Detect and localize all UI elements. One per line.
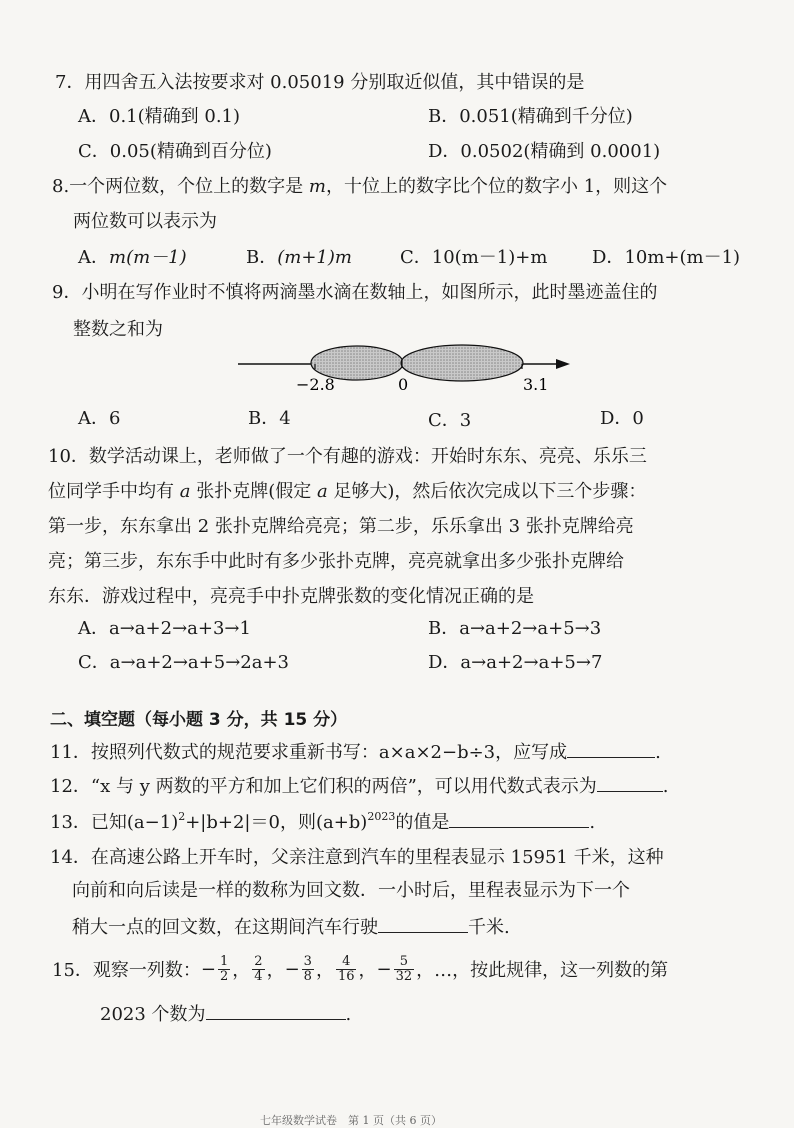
q9-option-b: B．4 xyxy=(248,408,291,429)
q11-end: . xyxy=(655,742,661,763)
q7-option-d: D．0.0502(精确到 0.0001) xyxy=(428,141,661,162)
q14-line2: 向前和向后读是一样的数称为回文数．一小时后，里程表显示为下一个 xyxy=(72,880,630,901)
q10-line2-part1: 位同学手中均有 xyxy=(48,481,180,502)
q8-stem-part2: ，十位上的数字比个位的数字小 1，则这个 xyxy=(325,176,668,197)
q15-f2-num: 2 xyxy=(254,953,263,969)
q9-option-d: D．0 xyxy=(600,408,644,429)
q12-text: 12．“x 与 y 两数的平方和加上它们积的两倍”，可以用代数式表示为 xyxy=(50,776,597,797)
q8-option-d xyxy=(592,243,740,269)
number-line-label-right: 3.1 xyxy=(523,375,549,394)
q15-f5-num: 5 xyxy=(394,955,415,970)
q15-minus-3: − xyxy=(284,958,300,980)
q13-part1: 13．已知(a−1) xyxy=(50,812,179,833)
q8-stem-line1 xyxy=(52,172,667,198)
q14-line3-part2: 千米. xyxy=(468,917,510,938)
q15-line2 xyxy=(100,1000,351,1026)
number-line-label-left: −2.8 xyxy=(296,375,335,394)
q15-f1-den: 2 xyxy=(220,968,229,984)
q8-option-b-label: B． xyxy=(246,247,278,268)
q15-minus-5: − xyxy=(376,958,392,980)
q15-comma-2: ， xyxy=(266,960,285,981)
q9-option-c: C．3 xyxy=(428,410,472,431)
q15-fraction-4 xyxy=(336,955,357,984)
q13-exponent-2023: 2023 xyxy=(367,810,396,823)
q10-line1: 10．数学活动课上，老师做了一个有趣的游戏：开始时东东、亮亮、乐乐三 xyxy=(48,446,647,467)
q11-text: 11．按照列代数式的规范要求重新书写：a×a×2−b÷3，应写成 xyxy=(50,742,568,763)
q13-exponent-2: 2 xyxy=(178,810,186,823)
q15-line2-text: 2023 个数为 xyxy=(100,1004,206,1025)
q7-option-c: C．0.05(精确到百分位) xyxy=(78,141,272,162)
q15-f4-den: 16 xyxy=(337,968,355,984)
q15-f3-den: 8 xyxy=(303,968,312,984)
q10-option-b: B．a→a+2→a+5→3 xyxy=(428,618,602,639)
q15-f5-den: 32 xyxy=(395,968,413,984)
q15-end: . xyxy=(345,1004,352,1025)
q10-line2-part3: 足够大)，然后依次完成以下三个步骤： xyxy=(327,481,647,502)
q8-var-m: m xyxy=(308,176,326,197)
q15-answer-blank[interactable] xyxy=(206,1003,346,1020)
q8-option-a-expr: m(m－1) xyxy=(109,247,187,268)
q7-option-b: B．0.051(精确到千分位) xyxy=(428,106,633,127)
q9-option-a: A．6 xyxy=(78,408,121,429)
q14-line3-part1: 稍大一点的回文数，在这期间汽车行驶 xyxy=(72,917,378,938)
q11-answer-blank[interactable] xyxy=(567,741,655,758)
q13-line xyxy=(50,808,595,834)
q10-var-a-2: a xyxy=(316,481,328,502)
q13-answer-blank[interactable] xyxy=(449,811,589,828)
q11-line xyxy=(50,738,661,764)
q15-minus-1: − xyxy=(200,958,216,980)
q8-option-a xyxy=(78,243,187,269)
page-footer: 七年级数学试卷 第 1 页（共 6 页） xyxy=(260,1114,442,1127)
q8-option-b-expr: (m+1)m xyxy=(277,247,352,268)
q15-f1-num: 1 xyxy=(220,953,229,969)
q13-end: . xyxy=(589,812,596,833)
q8-option-a-label: A． xyxy=(78,247,109,268)
q10-option-d: D．a→a+2→a+5→7 xyxy=(428,652,603,673)
q15-fraction-2 xyxy=(252,955,264,984)
q7-stem: 7．用四舍五入法按要求对 0.05019 分别取近似值，其中错误的是 xyxy=(55,72,585,93)
q8-stem-line2: 两位数可以表示为 xyxy=(73,211,217,232)
number-line-arrow-icon xyxy=(556,359,570,369)
section-2-heading: 二、填空题（每小题 3 分，共 15 分） xyxy=(50,710,348,730)
number-line-label-zero: 0 xyxy=(398,375,409,394)
q15-fraction-1 xyxy=(218,955,230,984)
q10-line4: 亮；第三步，东东手中此时有多少张扑克牌，亮亮就拿出多少张扑克牌给 xyxy=(48,551,624,572)
q8-option-d-expr: 10m+(m－1) xyxy=(624,247,741,268)
q15-line1 xyxy=(52,948,668,990)
q14-line3 xyxy=(72,913,510,939)
q15-fraction-3 xyxy=(302,955,314,984)
q15-comma-4: ， xyxy=(358,960,377,981)
q9-stem-line2: 整数之和为 xyxy=(73,319,163,340)
q12-end: . xyxy=(662,776,669,797)
q15-f4-num: 4 xyxy=(336,955,357,970)
q8-option-c xyxy=(400,243,547,269)
q15-fraction-5 xyxy=(394,955,415,984)
q9-stem-line1: 9．小明在写作业时不慎将两滴墨水滴在数轴上，如图所示，此时墨迹盖住的 xyxy=(52,282,658,303)
q14-line1: 14．在高速公路上开车时，父亲注意到汽车的里程表显示 15951 千米，这种 xyxy=(50,847,664,868)
q8-stem-part1: 8.一个两位数，个位上的数字是 xyxy=(52,176,309,197)
q12-answer-blank[interactable] xyxy=(597,775,663,792)
q15-comma-3: ， xyxy=(315,960,334,981)
q13-part3: 的值是 xyxy=(395,812,450,833)
q7-option-a: A．0.1(精确到 0.1) xyxy=(78,106,241,127)
q15-f2-den: 4 xyxy=(254,968,263,984)
q10-option-a: A．a→a+2→a+3→1 xyxy=(78,618,251,639)
q10-line3: 第一步，东东拿出 2 张扑克牌给亮亮；第二步，乐乐拿出 3 张扑克牌给亮 xyxy=(48,516,634,537)
q15-f3-num: 3 xyxy=(303,953,312,969)
q13-part2: +|b+2|＝0，则(a+b) xyxy=(185,812,368,833)
ink-blot-right xyxy=(401,345,523,381)
q10-line2 xyxy=(48,477,646,503)
q10-var-a: a xyxy=(179,481,191,502)
q8-option-c-label: C． xyxy=(400,247,432,268)
q10-line5: 东东．游戏过程中，亮亮手中扑克牌张数的变化情况正确的是 xyxy=(48,586,534,607)
q8-option-c-expr: 10(m－1)+m xyxy=(431,247,548,268)
q15-part1: 15．观察一列数： xyxy=(52,960,201,981)
q15-comma-1: ， xyxy=(232,960,251,981)
q9-number-line-figure xyxy=(230,338,580,396)
q10-option-c: C．a→a+2→a+5→2a+3 xyxy=(78,652,289,673)
q8-option-d-label: D． xyxy=(592,247,625,268)
q14-answer-blank[interactable] xyxy=(378,916,468,933)
q15-part2: ，…，按此规律，这一列数的第 xyxy=(416,960,669,981)
q12-line xyxy=(50,772,669,798)
q8-option-b xyxy=(246,243,352,269)
q10-line2-part2: 张扑克牌(假定 xyxy=(190,481,317,502)
